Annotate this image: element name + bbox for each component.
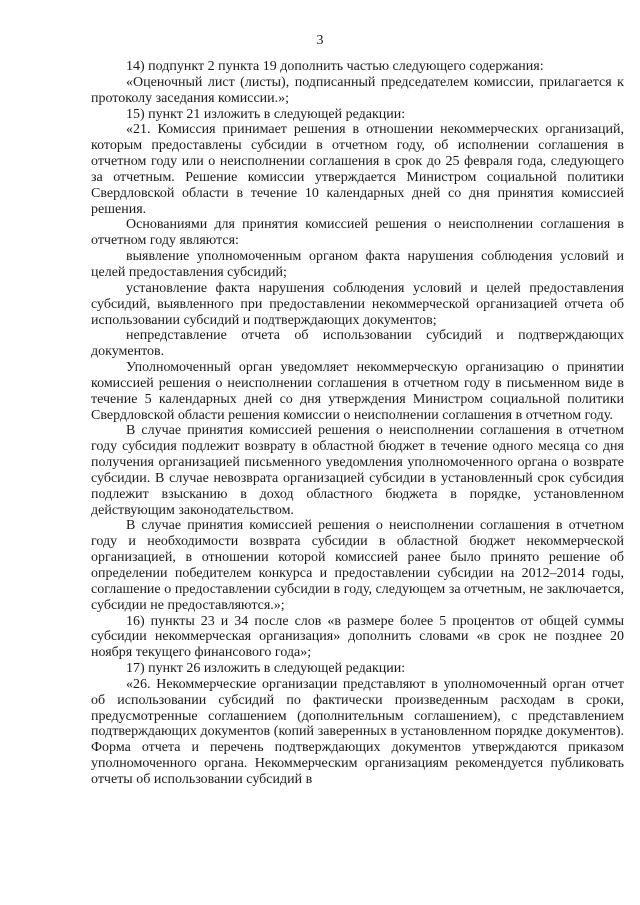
paragraph: 17) пункт 26 изложить в следующей редакции:	[126, 661, 406, 677]
document-body	[91, 59, 624, 788]
paragraph: выявление уполномоченным органом факта нарушения соблюдения условий и целей предоставления субсидий;	[91, 249, 624, 280]
paragraph: 15) пункт 21 изложить в следующей редакции:	[126, 106, 406, 122]
paragraph: В случае принятия комиссией решения о неисполнении соглашения в отчетном году субсидия подлежит возврату в областной бюджет в течение одного месяца со дня получения организацией письменного уведомления уполномоченного органа о возврате субсидии. В случае невозврата организацией субсидии в установленный срок субсидия подлежит взысканию в доход областного бюджета в порядке, установленном действующим законодательством.	[91, 423, 624, 518]
paragraph: 14) подпункт 2 пункта 19 дополнить частью следующего содержания:	[126, 59, 544, 74]
paragraph: Уполномоченный орган уведомляет некоммерческую организацию о принятии комиссией решения о неисполнении соглашения в отчетном году в письменном виде в течение 5 календарных дней со дня утверждения Министром социальной политики Свердловской области решения комиссии о неисполнении соглашения в отчетном году.	[91, 360, 624, 423]
paragraph: Основаниями для принятия комиссией решения о неисполнении соглашения в отчетном году являются:	[91, 217, 624, 249]
paragraph: «26. Некоммерческие организации представляют в уполномоченный орган отчет об использовании субсидий по фактически произведенным расходам в сроки, предусмотренные соглашением (дополнительным соглашением), с представлением подтверждающих документов (копий заверенных в установленном порядке документов). Форма отчета и перечень подтверждающих документов утверждаются приказом уполномоченного органа. Некоммерческим организациям рекомендуется публиковать отчеты об использовании субсидий в	[91, 676, 624, 787]
paragraph: установление факта нарушения соблюдения условий и целей предоставления субсидий, выявленного при предоставлении некоммерческой организацией отчета об использовании субсидий и подтверждающих документов;	[91, 280, 624, 328]
paragraph: В случае принятия комиссией решения о неисполнении соглашения в отчетном году и необходимости возврата субсидии в областной бюджет некоммерческой организацией, в отношении которой комиссией ранее было принято решение об определении победителем конкурса и предоставлении субсидии на 2012–2014 годы, соглашение о предоставлении субсидии в году, следующем за отчетным, не заключается, субсидии не предоставляются.»;	[91, 518, 624, 613]
paragraph: «21. Комиссия принимает решения в отношении некоммерческих организаций, которым предоставлены субсидии в отчетном году, об исполнении соглашения в отчетном году или о неисполнении соглашения в срок до 25 февраля года, следующего за отчетным. Решение комиссии утверждается Министром социальной политики Свердловской области в течение 10 календарных дней со дня принятия комиссией решения.	[91, 122, 624, 217]
paragraph: непредставление отчета об использовании субсидий и подтверждающих документов.	[91, 328, 624, 360]
paragraph: «Оценочный лист (листы), подписанный председателем комиссии, прилагается к протоколу заседания комиссии.»;	[91, 74, 624, 106]
page-number: 3	[316, 33, 324, 48]
paragraph: 16) пункты 23 и 34 после слов «в размере более 5 процентов от общей суммы субсидии некоммерческая организация» дополнить словами «в срок не позднее 20 ноября текущего финансового года»;	[91, 613, 624, 661]
